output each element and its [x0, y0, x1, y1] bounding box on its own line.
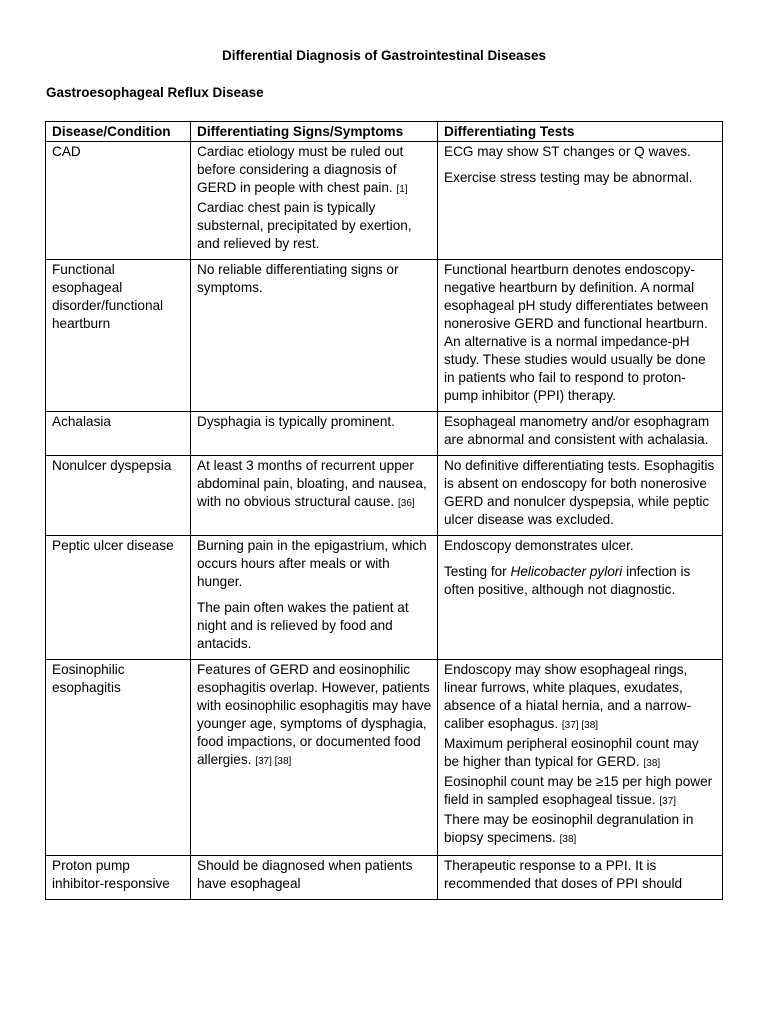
cell-paragraph [444, 261, 717, 405]
signs-cell [191, 412, 438, 456]
cell-text: Exercise stress testing may be abnormal. [444, 170, 693, 185]
table-row [46, 260, 723, 412]
reference-marker: [38] [559, 834, 577, 845]
cell-text: Dysphagia is typically prominent. [197, 414, 395, 429]
cell-text: At least 3 months of recurrent upper abdominal pain, bloating, and nausea, with no obvious structural cause. [197, 458, 427, 509]
cell-paragraph [197, 661, 432, 771]
cell-text: There may be eosinophil degranulation in biopsy specimens. [444, 812, 694, 845]
organism-name: Helicobacter pylori [510, 564, 623, 579]
cell-text: Cardiac etiology must be ruled out before considering a diagnosis of GERD in people with chest pain. [197, 144, 404, 195]
tests-cell [438, 412, 723, 456]
reference-marker: [36] [398, 498, 415, 509]
header-tests: Differentiating Tests [438, 122, 723, 142]
cell-paragraph [444, 661, 717, 735]
table-row [46, 142, 723, 260]
cell-text: ECG may show ST changes or Q waves. [444, 144, 691, 159]
reference-marker: [37] [38] [255, 756, 292, 767]
cell-text: No definitive differentiating tests. Esophagitis is absent on endoscopy for both nonerosive GERD and nonulcer dyspepsia, while peptic ulcer disease was excluded. [444, 458, 715, 527]
table-row [46, 536, 723, 660]
cell-paragraph [197, 143, 432, 253]
signs-cell [191, 260, 438, 412]
condition-cell: Nonulcer dyspepsia [46, 456, 191, 536]
table-row [46, 856, 723, 900]
condition-cell: Peptic ulcer disease [46, 536, 191, 660]
tests-cell [438, 142, 723, 260]
cell-paragraph [197, 413, 432, 431]
cell-text: Testing for [444, 564, 511, 579]
cell-text: No reliable differentiating signs or symptoms. [197, 262, 399, 295]
document-title: Differential Diagnosis of Gastrointestinal Diseases [221, 48, 547, 63]
signs-cell [191, 660, 438, 856]
cell-paragraph [197, 261, 432, 297]
cell-paragraph [444, 811, 717, 849]
cell-text: infection is often positive, although not diagnostic. [444, 564, 691, 597]
table-body [46, 142, 723, 900]
reference-marker: [38] [643, 758, 661, 769]
cell-text: Endoscopy may show esophageal rings, linear furrows, white plaques, exudates, absence of a hiatal hernia, and a narrow-caliber esophagus. [444, 662, 692, 731]
cell-text: Esophageal manometry and/or esophagram are abnormal and consistent with achalasia. [444, 414, 710, 447]
cell-text: Features of GERD and eosinophilic esophagitis overlap. However, patients with eosinophilic esophagitis may have younger age, symptoms of dysphagia, food impactions, or documented food allergies. [197, 662, 432, 767]
cell-paragraph [197, 599, 432, 653]
cell-text: Therapeutic response to a PPI. It is recommended that doses of PPI should [444, 858, 683, 891]
cell-paragraph [444, 457, 717, 529]
cell-paragraph [444, 537, 717, 555]
condition-cell: Achalasia [46, 412, 191, 456]
cell-text: Should be diagnosed when patients have esophageal [197, 858, 413, 891]
cell-text: Functional heartburn denotes endoscopy-negative heartburn by definition. A normal esophageal pH study differentiates between nonerosive GERD and functional heartburn. An alternative is a normal impedance-pH study. These studies would usually be done in patients who fail to respond to proton-pump inhibitor (PPI) therapy. [444, 262, 709, 403]
header-signs: Differentiating Signs/Symptoms [191, 122, 438, 142]
table-row [46, 412, 723, 456]
tests-cell [438, 260, 723, 412]
section-heading: Gastroesophageal Reflux Disease [46, 85, 264, 100]
cell-paragraph [197, 537, 432, 591]
cell-paragraph [197, 857, 432, 893]
signs-cell [191, 856, 438, 900]
tests-cell [438, 660, 723, 856]
cell-paragraph [444, 773, 717, 811]
tests-cell [438, 536, 723, 660]
tests-cell [438, 856, 723, 900]
reference-marker: [1] [396, 184, 408, 195]
signs-cell [191, 142, 438, 260]
differential-diagnosis-table [45, 121, 723, 900]
cell-text: Maximum peripheral eosinophil count may be higher than typical for GERD. [444, 736, 699, 769]
table-row [46, 660, 723, 856]
cell-paragraph [444, 563, 717, 599]
signs-cell [191, 456, 438, 536]
condition-cell: CAD [46, 142, 191, 260]
condition-cell: Functional esophageal disorder/functional heartburn [46, 260, 191, 412]
tests-cell [438, 456, 723, 536]
cell-paragraph [444, 857, 717, 893]
table-header-row [46, 122, 723, 142]
reference-marker: [37] [38] [561, 720, 599, 731]
cell-text: Burning pain in the epigastrium, which occurs hours after meals or with hunger. [197, 538, 427, 589]
cell-paragraph [197, 457, 432, 513]
header-condition: Disease/Condition [46, 122, 191, 142]
table-row [46, 456, 723, 536]
cell-text: Eosinophil count may be ≥15 per high power field in sampled esophageal tissue. [444, 774, 713, 807]
cell-paragraph [444, 735, 717, 773]
cell-paragraph [444, 413, 717, 449]
cell-text: Endoscopy demonstrates ulcer. [444, 538, 634, 553]
cell-text: Cardiac chest pain is typically substernal, precipitated by exertion, and relieved by rest. [197, 200, 412, 251]
cell-paragraph [444, 143, 717, 161]
reference-marker: [37] [659, 796, 677, 807]
cell-paragraph [444, 169, 717, 187]
cell-text: The pain often wakes the patient at night and is relieved by food and antacids. [197, 600, 409, 651]
condition-cell: Eosinophilic esophagitis [46, 660, 191, 856]
signs-cell [191, 536, 438, 660]
condition-cell: Proton pump inhibitor-responsive [46, 856, 191, 900]
